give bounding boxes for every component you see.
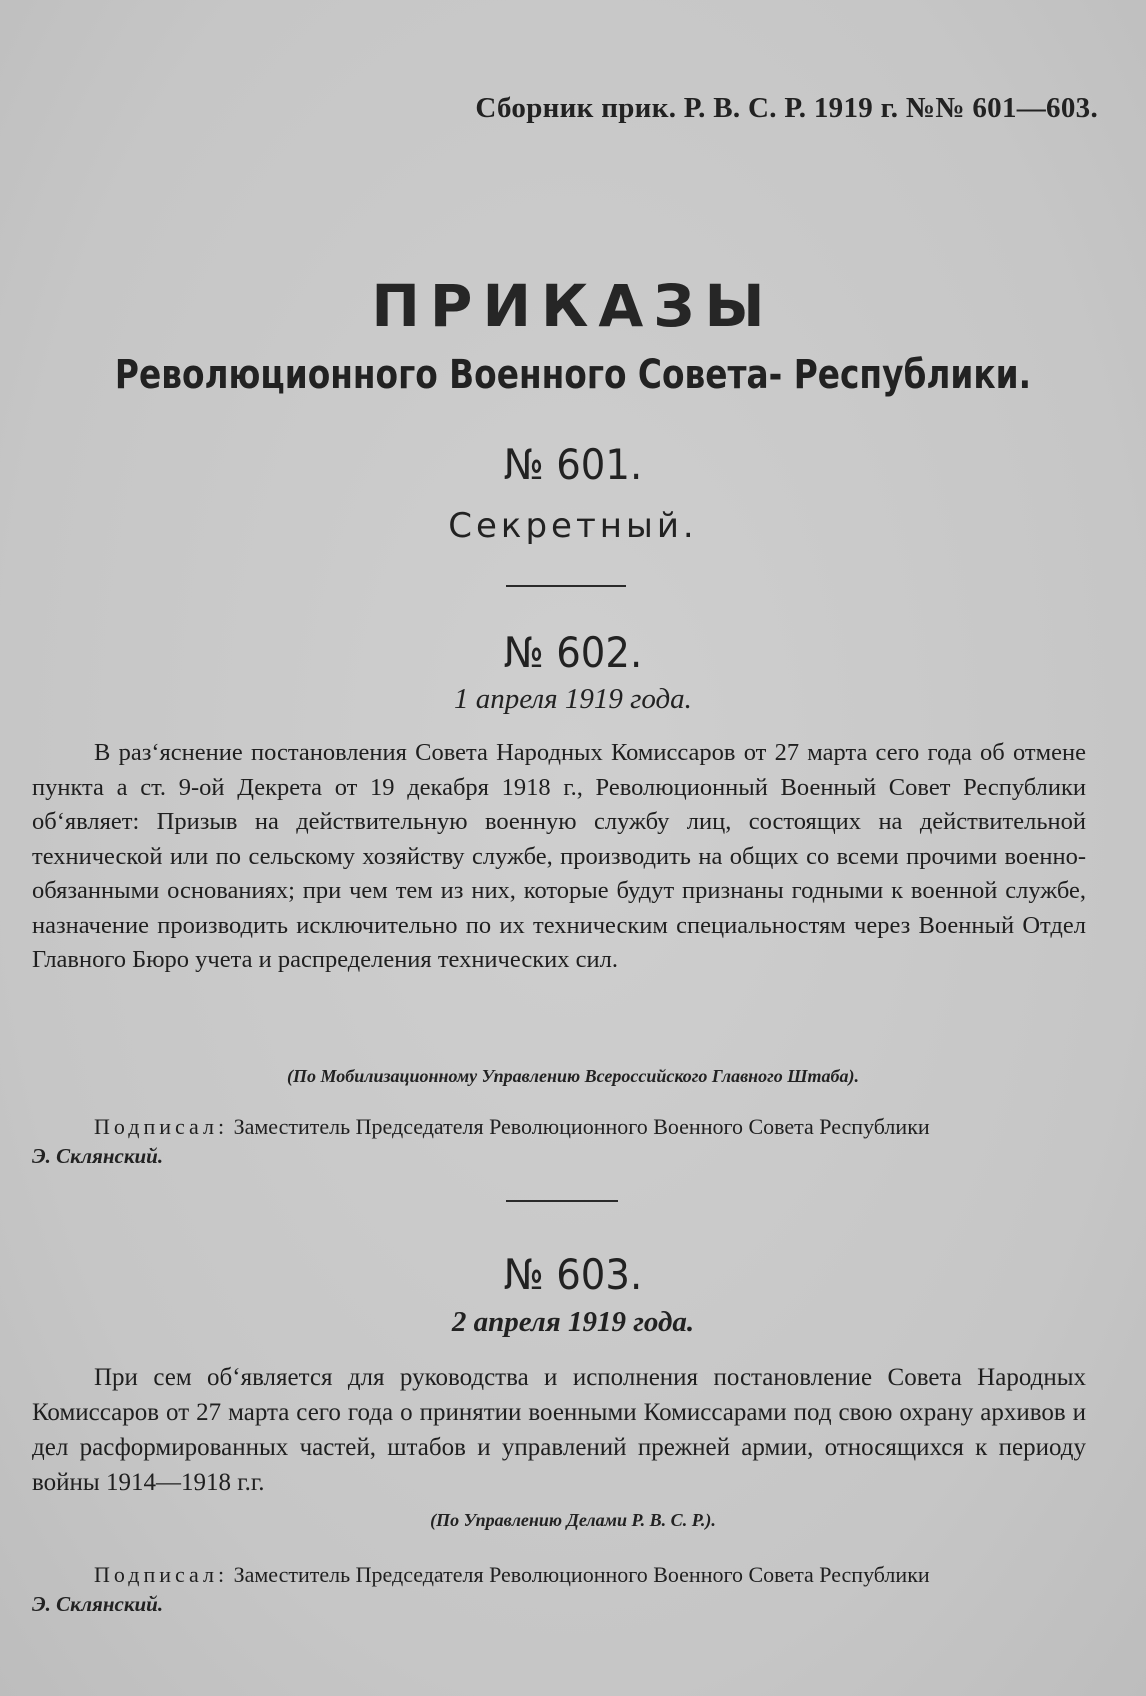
section-divider xyxy=(506,1200,618,1202)
document-subtitle: Революционного Военного Совета- Республики. xyxy=(114,352,1032,398)
signed-title: Заместитель Председателя Революционного Военного Совета Республики xyxy=(233,1562,930,1587)
section-divider xyxy=(506,585,626,587)
order-602-signature-line xyxy=(32,1112,1086,1142)
order-603-signer: Э. Склянский. xyxy=(32,1592,164,1616)
signed-title: Заместитель Председателя Революционного Военного Совета Республики xyxy=(233,1114,930,1139)
order-603-date: 2 апреля 1919 года. xyxy=(451,1306,695,1338)
order-603-source: (По Управлению Делами Р. В. С. Р.). xyxy=(430,1510,716,1530)
order-602-number: № 602. xyxy=(503,628,643,677)
order-602-source: (По Мобилизационному Управлению Всероссийского Главного Штаба). xyxy=(287,1066,859,1086)
document-title: ПРИКАЗЫ xyxy=(371,272,775,340)
signed-label: Подписал: xyxy=(94,1114,229,1139)
signed-label: Подписал: xyxy=(94,1562,229,1587)
order-603-number: № 603. xyxy=(503,1250,643,1299)
collection-header: Сборник прик. Р. В. С. Р. 1919 г. №№ 601—603. xyxy=(475,92,1098,124)
order-603-text: При сем об‘является для руководства и исполнения постановление Совета Народных Комиссаров от 27 марта сего года о принятии военными Комиссарами под свою охрану архивов и дел расформированных частей, штабов и управлений прежней армии, относящихся к периоду войны 1914—1918 г.г. xyxy=(32,1364,1086,1496)
order-602-date: 1 апреля 1919 года. xyxy=(454,683,692,715)
order-601-number: № 601. xyxy=(503,440,643,489)
order-602-text: В раз‘яснение постановления Совета Народных Комиссаров от 27 марта сего года об отмене пункта а ст. 9-ой Декрета от 19 декабря 1918 г., Революционный Военный Совет Республики об‘являет: Призыв на действительную военную службу лиц, состоящих на действительной технической или по сельскому хозяйству службе, производить на общих со всеми прочими военно-обязанными основаниях; при чем тем из них, которые будут признаны годными к военной службе, назначение производить исключительно по их техническим специальностям через Военный Отдел Главного Бюро учета и распределения технических сил. xyxy=(32,739,1086,973)
order-602-signer: Э. Склянский. xyxy=(32,1144,164,1168)
order-601-classification: Секретный. xyxy=(448,506,698,546)
order-603-signature-line xyxy=(32,1560,1086,1590)
